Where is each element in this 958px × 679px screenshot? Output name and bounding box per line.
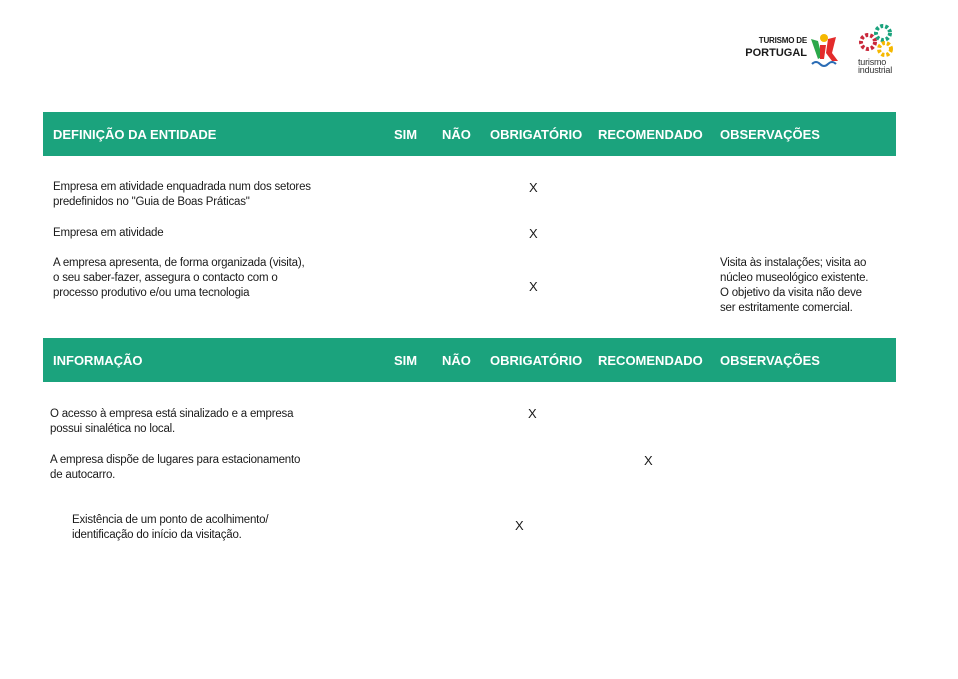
column-header-obrigatorio: OBRIGATÓRIO [490,353,583,368]
column-header-sim: SIM [394,353,418,368]
turismo-industrial-logo [856,22,904,82]
column-header-nao: NÃO [442,353,471,368]
obrigatorio-mark: X [515,518,524,533]
section-header-definicao [43,112,896,156]
recomendado-mark: X [644,453,653,468]
logo-text-line1: turismo [858,57,887,67]
criterion-text: O acesso à empresa está sinalizado e a empresa possui sinalética no local. [50,408,294,435]
column-header-nao: NÃO [442,127,471,142]
criterion-text: A empresa dispõe de lugares para estacionamento de autocarro. [50,454,301,481]
logo-text-line1: TURISMO DE [758,36,807,45]
obrigatorio-mark: X [528,406,537,421]
obrigatorio-mark: X [529,279,538,294]
criterion-text: Empresa em atividade [53,227,164,239]
section-title: INFORMAÇÃO [53,353,143,368]
column-header-sim: SIM [394,127,418,142]
section-title: DEFINIÇÃO DA ENTIDADE [53,127,217,142]
column-header-recomendado: RECOMENDADO [598,353,703,368]
obrigatorio-mark: X [529,226,538,241]
obrigatorio-mark: X [529,180,538,195]
criterion-text: Empresa em atividade enquadrada num dos setores predefinidos no "Guia de Boas Práticas" [53,181,311,208]
portugal-brand-mark-icon [808,33,840,69]
logo-text-line2: industrial [858,65,893,75]
column-header-obrigatorio: OBRIGATÓRIO [490,127,583,142]
criterion-text: Existência de um ponto de acolhimento/ identificação do início da visitação. [72,514,269,541]
gears-icon [856,22,902,58]
logo-text-line2: PORTUGAL [745,47,807,59]
section-header-informacao [43,338,896,382]
column-header-recomendado: RECOMENDADO [598,127,703,142]
observacoes-text: Visita às instalações; visita ao núcleo museológico existente. O objetivo da visita não deve ser estritamente comercial. [720,257,869,314]
column-header-observacoes: OBSERVAÇÕES [720,353,820,368]
criterion-text: A empresa apresenta, de forma organizada (visita), o seu saber-fazer, assegura o contacto com o processo produtivo e/ou uma tecnologia [53,257,305,299]
column-header-observacoes: OBSERVAÇÕES [720,127,820,142]
turismo-de-portugal-logo [745,33,840,69]
